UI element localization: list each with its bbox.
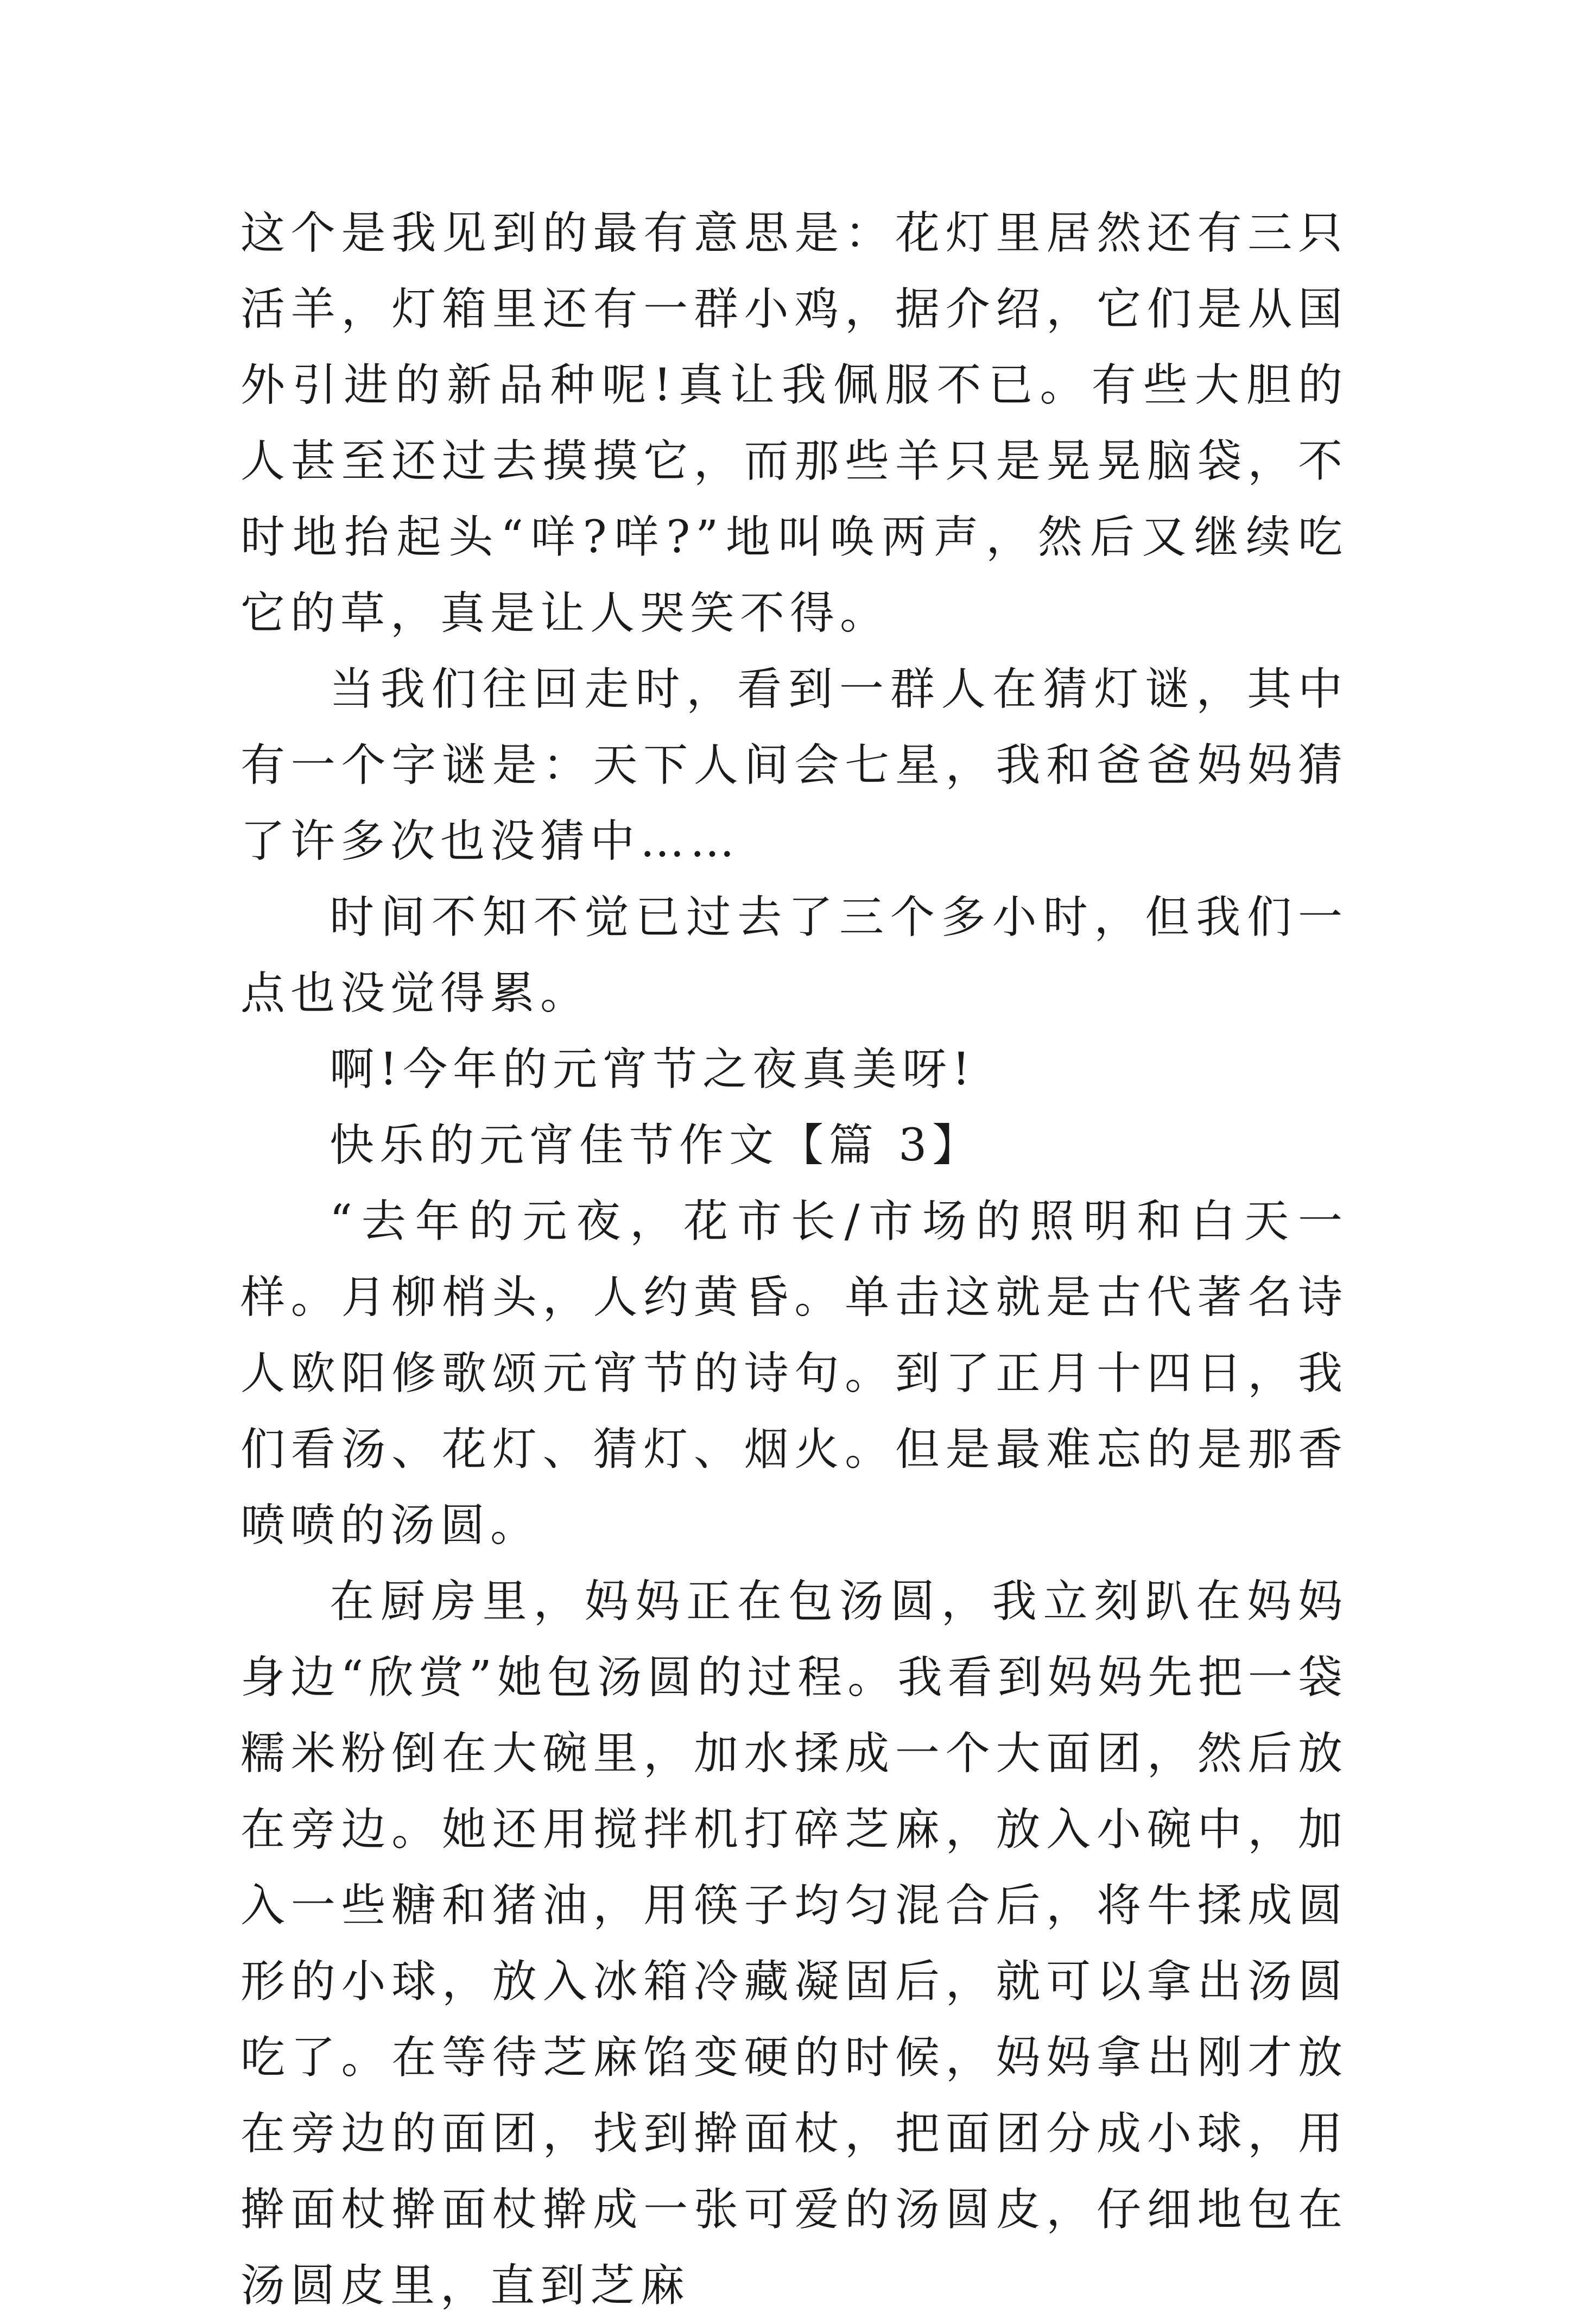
section-heading: 快乐的元宵佳节作文【篇 3】 <box>330 1120 983 1171</box>
paragraph-lamp-sheep: 这个是我见到的最有意思是：花灯里居然还有三只活羊，灯箱里还有一群小鸡，据介绍，它们是从国外引进的新品种呢!真让我佩服不已。有些大胆的人甚至还过去摸摸它，而那些羊只是晃晃脑袋，不时地抬起头“咩?咩?”地叫唤两声，然后又继续吃它的草，真是让人哭笑不得。 <box>240 207 1348 639</box>
paragraph-time-passed: 时间不知不觉已过去了三个多小时，但我们一点也没觉得累。 <box>240 892 1348 1019</box>
paragraph-exclamation: 啊!今年的元宵节之夜真美呀! <box>330 1044 975 1095</box>
paragraph-poem-intro: “去年的元夜，花市长/市场的照明和白天一样。月柳梢头，人约黄昏。单击这就是古代著名诗人欧阳修歌颂元宵节的诗句。到了正月十四日，我们看汤、花灯、猜灯、烟火。但是最难忘的是那香喷喷的汤圆。 <box>240 1196 1348 1551</box>
document-body <box>240 195 1348 2324</box>
paragraph-riddle: 当我们往回走时，看到一群人在猜灯谜，其中有一个字谜是：天下人间会七星，我和爸爸妈妈猜了许多次也没猜中…… <box>240 664 1348 867</box>
paragraph-making-tangyuan: 在厨房里，妈妈正在包汤圆，我立刻趴在妈妈身边“欣赏”她包汤圆的过程。我看到妈妈先把一袋糯米粉倒在大碗里，加水揉成一个大面团，然后放在旁边。她还用搅拌机打碎芝麻，放入小碗中，加入一些糖和猪油，用筷子均匀混合后，将牛揉成圆形的小球，放入冰箱冷藏凝固后，就可以拿出汤圆吃了。在等待芝麻馅变硬的时候，妈妈拿出刚才放在旁边的面团，找到擀面杖，把面团分成小球，用擀面杖擀面杖擀成一张可爱的汤圆皮，仔细地包在汤圆皮里，直到芝麻 <box>240 1576 1348 2312</box>
